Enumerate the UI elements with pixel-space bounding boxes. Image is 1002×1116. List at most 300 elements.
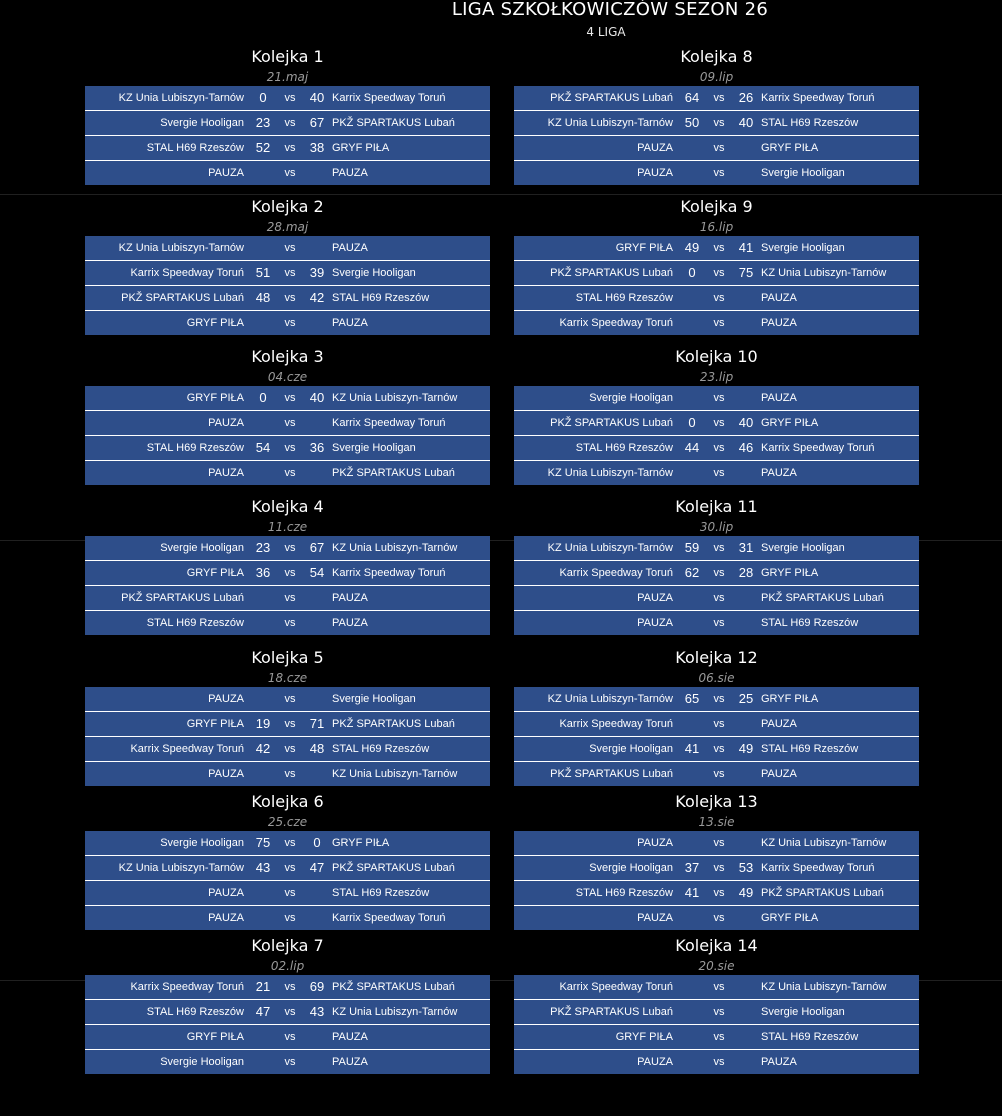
- away-score: 26: [738, 90, 754, 105]
- vs-label: vs: [284, 92, 296, 104]
- away-team: Svergie Hooligan: [761, 1006, 845, 1018]
- match-row: [514, 111, 919, 136]
- home-team: PAUZA: [637, 1056, 673, 1068]
- vs-label: vs: [284, 1056, 296, 1068]
- away-team: KZ Unia Lubiszyn-Tarnów: [332, 768, 458, 780]
- match-row: [514, 311, 919, 335]
- vs-label: vs: [713, 743, 725, 755]
- away-score: 67: [309, 115, 325, 130]
- away-team: KZ Unia Lubiszyn-Tarnów: [332, 542, 458, 554]
- home-team: PAUZA: [637, 142, 673, 154]
- away-score: 40: [309, 90, 325, 105]
- vs-label: vs: [713, 1006, 725, 1018]
- away-team: PAUZA: [761, 317, 797, 329]
- home-team: Svergie Hooligan: [589, 862, 673, 874]
- home-team: Svergie Hooligan: [160, 837, 244, 849]
- round-title: Kolejka 13: [675, 792, 758, 811]
- away-team: PAUZA: [332, 592, 368, 604]
- round-date: 28.maj: [266, 220, 309, 234]
- vs-label: vs: [713, 981, 725, 993]
- away-score: 38: [309, 140, 325, 155]
- home-team: STAL H69 Rzeszów: [575, 887, 673, 899]
- round-block: [85, 346, 490, 485]
- home-team: PAUZA: [208, 887, 244, 899]
- match-row: [514, 136, 919, 161]
- home-score: 0: [688, 265, 696, 280]
- home-team: GRYF PIŁA: [186, 1031, 244, 1043]
- away-team: PKŽ SPARTAKUS Lubań: [332, 117, 455, 129]
- away-team: STAL H69 Rzeszów: [332, 887, 430, 899]
- round-block: [85, 791, 490, 930]
- vs-label: vs: [284, 392, 296, 404]
- match-row: [514, 86, 919, 111]
- vs-label: vs: [713, 567, 725, 579]
- home-team: Karrix Speedway Toruń: [130, 267, 244, 279]
- away-team: STAL H69 Rzeszów: [761, 117, 859, 129]
- match-row: [85, 286, 490, 311]
- home-score: 37: [684, 860, 700, 875]
- home-score: 50: [684, 115, 700, 130]
- away-score: 40: [738, 415, 754, 430]
- round-block: [514, 346, 919, 485]
- away-score: 69: [309, 979, 325, 994]
- home-score: 42: [255, 741, 271, 756]
- home-team: PAUZA: [208, 417, 244, 429]
- round-title: Kolejka 5: [251, 648, 324, 667]
- away-score: 31: [738, 540, 754, 555]
- home-team: PAUZA: [208, 467, 244, 479]
- away-team: PKŽ SPARTAKUS Lubań: [761, 592, 884, 604]
- round-date: 25.cze: [267, 815, 308, 829]
- vs-label: vs: [713, 417, 725, 429]
- away-team: STAL H69 Rzeszów: [761, 617, 859, 629]
- round-block: [85, 935, 490, 1074]
- vs-label: vs: [284, 1006, 296, 1018]
- home-team: Karrix Speedway Toruń: [130, 981, 244, 993]
- match-row: [514, 261, 919, 286]
- away-score: 46: [738, 440, 754, 455]
- match-row: [514, 762, 919, 786]
- match-row: [85, 436, 490, 461]
- home-team: Karrix Speedway Toruń: [559, 981, 673, 993]
- match-row: [514, 687, 919, 712]
- home-score: 23: [255, 115, 271, 130]
- round-block: [514, 46, 919, 185]
- match-row: [514, 286, 919, 311]
- home-team: STAL H69 Rzeszów: [146, 1006, 244, 1018]
- away-team: KZ Unia Lubiszyn-Tarnów: [332, 1006, 458, 1018]
- away-team: PAUZA: [761, 467, 797, 479]
- vs-label: vs: [713, 718, 725, 730]
- away-team: PAUZA: [332, 617, 368, 629]
- vs-label: vs: [713, 912, 725, 924]
- match-row: [85, 975, 490, 1000]
- match-row: [514, 831, 919, 856]
- away-score: 40: [309, 390, 325, 405]
- home-team: PKŽ SPARTAKUS Lubań: [550, 768, 673, 780]
- vs-label: vs: [284, 743, 296, 755]
- league-subtitle: 4 LIGA: [586, 25, 626, 39]
- match-row: [85, 1025, 490, 1050]
- match-row: [85, 906, 490, 930]
- match-row: [514, 436, 919, 461]
- vs-label: vs: [713, 142, 725, 154]
- match-table: [85, 386, 490, 485]
- vs-label: vs: [713, 1056, 725, 1068]
- match-row: [514, 737, 919, 762]
- vs-label: vs: [284, 542, 296, 554]
- match-row: [85, 386, 490, 411]
- home-team: PKŽ SPARTAKUS Lubań: [121, 592, 244, 604]
- vs-label: vs: [284, 981, 296, 993]
- match-row: [85, 261, 490, 286]
- match-table: [85, 975, 490, 1074]
- away-score: 49: [738, 885, 754, 900]
- home-team: GRYF PIŁA: [186, 567, 244, 579]
- round-date: 13.sie: [698, 815, 735, 829]
- round-block: [85, 496, 490, 635]
- match-row: [514, 386, 919, 411]
- match-row: [514, 161, 919, 185]
- round-block: [85, 46, 490, 185]
- match-row: [514, 411, 919, 436]
- away-team: KZ Unia Lubiszyn-Tarnów: [761, 837, 887, 849]
- away-team: PKŽ SPARTAKUS Lubań: [332, 862, 455, 874]
- home-team: PAUZA: [637, 592, 673, 604]
- away-score: 48: [309, 741, 325, 756]
- match-row: [85, 136, 490, 161]
- match-row: [514, 712, 919, 737]
- round-title: Kolejka 2: [251, 197, 324, 216]
- vs-label: vs: [284, 1031, 296, 1043]
- away-team: Karrix Speedway Toruń: [761, 92, 875, 104]
- home-score: 49: [684, 240, 700, 255]
- match-row: [85, 236, 490, 261]
- away-score: 42: [309, 290, 325, 305]
- match-table: [85, 536, 490, 635]
- round-block: [85, 196, 490, 335]
- match-row: [85, 411, 490, 436]
- match-row: [85, 762, 490, 786]
- vs-label: vs: [713, 117, 725, 129]
- home-team: Svergie Hooligan: [160, 1056, 244, 1068]
- round-title: Kolejka 8: [680, 47, 753, 66]
- round-title: Kolejka 1: [251, 47, 324, 66]
- vs-label: vs: [284, 142, 296, 154]
- vs-label: vs: [284, 887, 296, 899]
- home-score: 23: [255, 540, 271, 555]
- home-team: STAL H69 Rzeszów: [146, 617, 244, 629]
- home-team: Svergie Hooligan: [160, 542, 244, 554]
- away-team: Karrix Speedway Toruń: [761, 862, 875, 874]
- home-score: 0: [688, 415, 696, 430]
- vs-label: vs: [713, 242, 725, 254]
- away-team: STAL H69 Rzeszów: [332, 743, 430, 755]
- away-team: STAL H69 Rzeszów: [761, 743, 859, 755]
- home-score: 62: [684, 565, 700, 580]
- match-row: [514, 975, 919, 1000]
- match-row: [85, 86, 490, 111]
- match-table: [85, 86, 490, 185]
- away-score: 47: [309, 860, 325, 875]
- vs-label: vs: [713, 542, 725, 554]
- away-team: STAL H69 Rzeszów: [332, 292, 430, 304]
- vs-label: vs: [284, 592, 296, 604]
- match-row: [514, 906, 919, 930]
- away-team: STAL H69 Rzeszów: [761, 1031, 859, 1043]
- home-team: KZ Unia Lubiszyn-Tarnów: [547, 467, 673, 479]
- vs-label: vs: [713, 887, 725, 899]
- match-row: [514, 236, 919, 261]
- vs-label: vs: [713, 467, 725, 479]
- home-team: PAUZA: [637, 167, 673, 179]
- home-team: PAUZA: [208, 768, 244, 780]
- away-team: KZ Unia Lubiszyn-Tarnów: [332, 392, 458, 404]
- vs-label: vs: [284, 467, 296, 479]
- match-row: [514, 856, 919, 881]
- away-team: PAUZA: [761, 292, 797, 304]
- match-row: [85, 561, 490, 586]
- home-team: STAL H69 Rzeszów: [575, 292, 673, 304]
- round-block: [514, 647, 919, 786]
- match-table: [514, 536, 919, 635]
- match-row: [85, 687, 490, 712]
- away-team: Karrix Speedway Toruń: [332, 567, 446, 579]
- away-score: 53: [738, 860, 754, 875]
- vs-label: vs: [284, 693, 296, 705]
- away-team: GRYF PIŁA: [761, 417, 819, 429]
- vs-label: vs: [284, 267, 296, 279]
- home-team: PKŽ SPARTAKUS Lubań: [550, 1006, 673, 1018]
- round-title: Kolejka 7: [251, 936, 324, 955]
- away-team: GRYF PIŁA: [761, 912, 819, 924]
- match-table: [514, 975, 919, 1074]
- round-title: Kolejka 3: [251, 347, 324, 366]
- match-row: [85, 611, 490, 635]
- home-team: STAL H69 Rzeszów: [146, 442, 244, 454]
- away-team: KZ Unia Lubiszyn-Tarnów: [761, 267, 887, 279]
- away-team: PAUZA: [332, 1031, 368, 1043]
- away-team: KZ Unia Lubiszyn-Tarnów: [761, 981, 887, 993]
- round-block: [85, 647, 490, 786]
- round-block: [514, 935, 919, 1074]
- match-row: [85, 737, 490, 762]
- separator-line: [0, 194, 1002, 195]
- vs-label: vs: [284, 317, 296, 329]
- match-row: [85, 586, 490, 611]
- away-team: PKŽ SPARTAKUS Lubań: [332, 467, 455, 479]
- home-score: 36: [255, 565, 271, 580]
- vs-label: vs: [713, 592, 725, 604]
- away-team: PKŽ SPARTAKUS Lubań: [761, 887, 884, 899]
- home-team: Karrix Speedway Toruń: [559, 567, 673, 579]
- away-score: 49: [738, 741, 754, 756]
- match-row: [85, 111, 490, 136]
- home-team: KZ Unia Lubiszyn-Tarnów: [118, 862, 244, 874]
- away-team: Karrix Speedway Toruń: [332, 912, 446, 924]
- round-block: [514, 791, 919, 930]
- away-team: PAUZA: [761, 718, 797, 730]
- away-team: PKŽ SPARTAKUS Lubań: [332, 981, 455, 993]
- home-team: KZ Unia Lubiszyn-Tarnów: [547, 117, 673, 129]
- round-date: 18.cze: [267, 671, 308, 685]
- vs-label: vs: [713, 442, 725, 454]
- home-score: 48: [255, 290, 271, 305]
- home-team: PAUZA: [208, 693, 244, 705]
- away-team: PAUZA: [761, 1056, 797, 1068]
- home-score: 59: [684, 540, 700, 555]
- away-team: GRYF PIŁA: [761, 567, 819, 579]
- away-team: Karrix Speedway Toruń: [332, 92, 446, 104]
- match-row: [85, 1050, 490, 1074]
- round-date: 20.sie: [698, 959, 735, 973]
- away-score: 39: [309, 265, 325, 280]
- home-team: PKŽ SPARTAKUS Lubań: [550, 267, 673, 279]
- home-score: 47: [255, 1004, 271, 1019]
- match-row: [514, 611, 919, 635]
- match-row: [514, 561, 919, 586]
- home-team: PAUZA: [637, 837, 673, 849]
- round-title: Kolejka 12: [675, 648, 758, 667]
- vs-label: vs: [284, 117, 296, 129]
- away-team: PAUZA: [761, 392, 797, 404]
- home-team: KZ Unia Lubiszyn-Tarnów: [118, 92, 244, 104]
- vs-label: vs: [284, 567, 296, 579]
- home-team: PAUZA: [637, 617, 673, 629]
- vs-label: vs: [284, 167, 296, 179]
- round-date: 30.lip: [699, 520, 734, 534]
- home-team: Karrix Speedway Toruń: [559, 718, 673, 730]
- home-team: PKŽ SPARTAKUS Lubań: [550, 92, 673, 104]
- match-row: [85, 161, 490, 185]
- vs-label: vs: [284, 417, 296, 429]
- away-team: Karrix Speedway Toruń: [332, 417, 446, 429]
- home-score: 43: [255, 860, 271, 875]
- home-score: 41: [684, 741, 700, 756]
- home-team: STAL H69 Rzeszów: [575, 442, 673, 454]
- home-score: 75: [255, 835, 271, 850]
- round-title: Kolejka 11: [675, 497, 758, 516]
- away-team: PAUZA: [761, 768, 797, 780]
- vs-label: vs: [713, 317, 725, 329]
- away-score: 36: [309, 440, 325, 455]
- home-team: Svergie Hooligan: [589, 743, 673, 755]
- home-team: GRYF PIŁA: [186, 718, 244, 730]
- home-team: KZ Unia Lubiszyn-Tarnów: [118, 242, 244, 254]
- away-team: PKŽ SPARTAKUS Lubań: [332, 718, 455, 730]
- home-team: PAUZA: [208, 167, 244, 179]
- home-score: 0: [259, 390, 267, 405]
- match-row: [514, 1025, 919, 1050]
- match-row: [85, 311, 490, 335]
- vs-label: vs: [284, 292, 296, 304]
- away-score: 25: [738, 691, 754, 706]
- home-team: KZ Unia Lubiszyn-Tarnów: [547, 542, 673, 554]
- away-score: 43: [309, 1004, 325, 1019]
- page-title: LIGA SZKOŁKOWICZÓW SEZON 26: [451, 0, 769, 20]
- away-score: 0: [313, 835, 321, 850]
- match-row: [85, 712, 490, 737]
- match-table: [514, 386, 919, 485]
- home-score: 51: [255, 265, 271, 280]
- away-team: PAUZA: [332, 167, 368, 179]
- match-table: [85, 831, 490, 930]
- vs-label: vs: [284, 862, 296, 874]
- away-score: 75: [738, 265, 754, 280]
- away-team: Svergie Hooligan: [761, 167, 845, 179]
- home-score: 41: [684, 885, 700, 900]
- round-date: 02.lip: [270, 959, 305, 973]
- away-team: GRYF PIŁA: [332, 837, 390, 849]
- round-date: 06.sie: [698, 671, 735, 685]
- round-title: Kolejka 6: [251, 792, 324, 811]
- match-row: [85, 536, 490, 561]
- vs-label: vs: [284, 837, 296, 849]
- round-title: Kolejka 14: [675, 936, 758, 955]
- round-date: 09.lip: [699, 70, 734, 84]
- home-team: PKŽ SPARTAKUS Lubań: [550, 417, 673, 429]
- away-team: PAUZA: [332, 1056, 368, 1068]
- vs-label: vs: [284, 912, 296, 924]
- round-title: Kolejka 9: [680, 197, 753, 216]
- away-score: 41: [738, 240, 754, 255]
- away-team: Svergie Hooligan: [332, 442, 416, 454]
- vs-label: vs: [713, 617, 725, 629]
- vs-label: vs: [713, 392, 725, 404]
- home-team: Svergie Hooligan: [589, 392, 673, 404]
- vs-label: vs: [713, 768, 725, 780]
- vs-label: vs: [284, 718, 296, 730]
- match-row: [514, 586, 919, 611]
- match-row: [514, 461, 919, 485]
- round-date: 11.cze: [267, 520, 308, 534]
- match-table: [85, 687, 490, 786]
- vs-label: vs: [713, 693, 725, 705]
- vs-label: vs: [713, 1031, 725, 1043]
- away-score: 28: [738, 565, 754, 580]
- home-score: 64: [684, 90, 700, 105]
- home-team: Karrix Speedway Toruń: [559, 317, 673, 329]
- away-team: GRYF PIŁA: [761, 693, 819, 705]
- away-team: Karrix Speedway Toruń: [761, 442, 875, 454]
- away-team: GRYF PIŁA: [761, 142, 819, 154]
- home-team: GRYF PIŁA: [186, 317, 244, 329]
- away-score: 40: [738, 115, 754, 130]
- away-team: PAUZA: [332, 242, 368, 254]
- round-date: 21.maj: [266, 70, 309, 84]
- match-row: [514, 536, 919, 561]
- match-row: [85, 1000, 490, 1025]
- away-team: Svergie Hooligan: [761, 542, 845, 554]
- match-row: [85, 831, 490, 856]
- home-team: PAUZA: [208, 912, 244, 924]
- round-date: 23.lip: [699, 370, 734, 384]
- vs-label: vs: [284, 768, 296, 780]
- home-score: 65: [684, 691, 700, 706]
- home-team: KZ Unia Lubiszyn-Tarnów: [547, 693, 673, 705]
- match-row: [514, 881, 919, 906]
- vs-label: vs: [713, 167, 725, 179]
- home-score: 0: [259, 90, 267, 105]
- round-date: 16.lip: [699, 220, 734, 234]
- match-row: [514, 1050, 919, 1074]
- away-score: 71: [309, 716, 325, 731]
- match-row: [514, 1000, 919, 1025]
- match-row: [85, 881, 490, 906]
- away-score: 54: [309, 565, 325, 580]
- round-title: Kolejka 4: [251, 497, 324, 516]
- round-date: 04.cze: [267, 370, 308, 384]
